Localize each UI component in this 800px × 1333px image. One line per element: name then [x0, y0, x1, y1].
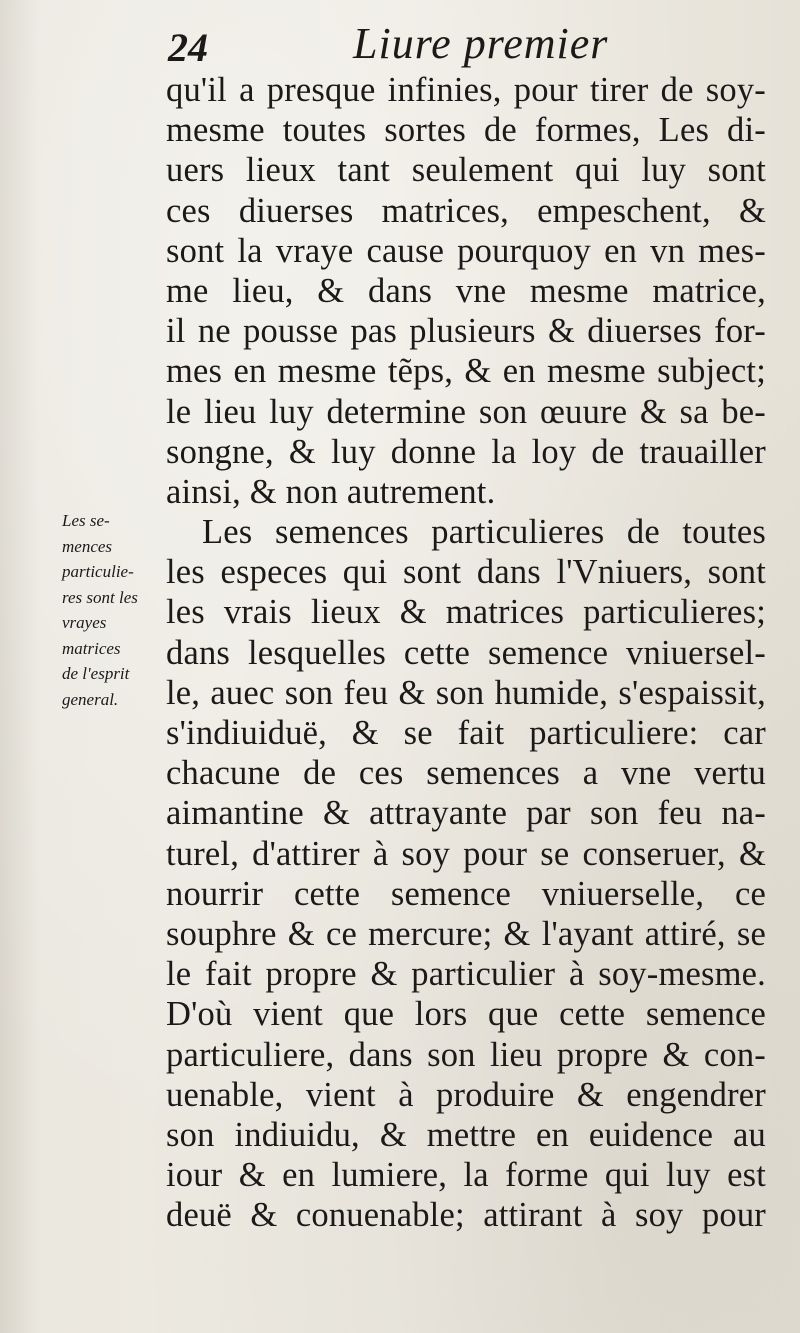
text-line: qu'il a presque infinies, pour tirer de soy- — [166, 71, 766, 109]
margin-note-line: de l'esprit — [62, 664, 130, 683]
text-line: iour & en lumiere, la forme qui luy est — [166, 1156, 766, 1195]
text-line: souphre & ce mercure; & l'ayant attiré, se — [166, 914, 766, 953]
margin-note-line: mences — [62, 536, 113, 556]
text-line: mes en mesme tẽps, & en mesme subject; — [166, 352, 766, 391]
text-line: turel, d'attirer à soy pour se conseruer, & — [166, 834, 766, 873]
margin-note-line: matrices — [62, 638, 121, 658]
text-line: D'où vient que lors que cette semence — [166, 995, 766, 1034]
text-line: les vrais lieux & matrices particulieres; — [166, 593, 766, 632]
margin-note-line: Les se- — [62, 511, 110, 530]
text-line: songne, & luy donne la loy de trauailler — [166, 432, 766, 471]
text-line: dans lesquelles cette semence vniuersel- — [166, 633, 766, 672]
text-line: mesme toutes sortes de formes, Les di- — [166, 111, 766, 150]
text-line: aimantine & attrayante par son feu na- — [166, 794, 766, 833]
text-line: ainsi, & non autrement. — [166, 472, 496, 511]
text-line: le fait propre & particulier à soy-mesme. — [166, 955, 766, 994]
text-line: particuliere, dans son lieu propre & con- — [166, 1035, 766, 1074]
text-line: me lieu, & dans vne mesme matrice, — [166, 271, 766, 310]
text-line: uenable, vient à produire & engendrer — [166, 1075, 766, 1114]
margin-note-line: res sont les — [62, 587, 138, 607]
margin-note-line: general. — [62, 689, 119, 709]
text-line: uers lieux tant seulement qui luy sont — [166, 151, 766, 190]
page-number: 24 — [168, 25, 208, 70]
page-header — [168, 14, 788, 74]
text-line: s'indiuiduë, & se fait particuliere: car — [166, 714, 766, 752]
text-line: le, auec son feu & son humide, s'espaissit, — [166, 673, 766, 712]
text-line: nourrir cette semence vniuerselle, ce — [166, 874, 766, 913]
text-line: il ne pousse pas plusieurs & diuerses for- — [166, 312, 766, 351]
margin-note — [62, 508, 162, 712]
text-line: le lieu luy determine son œuure & sa be- — [166, 392, 766, 431]
running-title: Liure premier — [353, 19, 609, 68]
body-text — [166, 70, 766, 1235]
text-line: Les semences particulieres de toutes — [202, 513, 766, 552]
text-line: sont la vraye cause pourquoy en vn mes- — [166, 231, 766, 270]
text-line: chacune de ces semences a vne vertu — [166, 754, 766, 793]
text-line: deuë & conuenable; attirant à soy pour — [166, 1196, 766, 1235]
text-line: ces diuerses matrices, empeschent, & — [166, 191, 766, 230]
text-line: son indiuidu, & mettre en euidence au — [166, 1115, 766, 1154]
margin-note-line: particulie- — [62, 562, 134, 581]
margin-note-line: vrayes — [62, 613, 107, 632]
text-line: les especes qui sont dans l'Vniuers, sont — [166, 553, 766, 592]
